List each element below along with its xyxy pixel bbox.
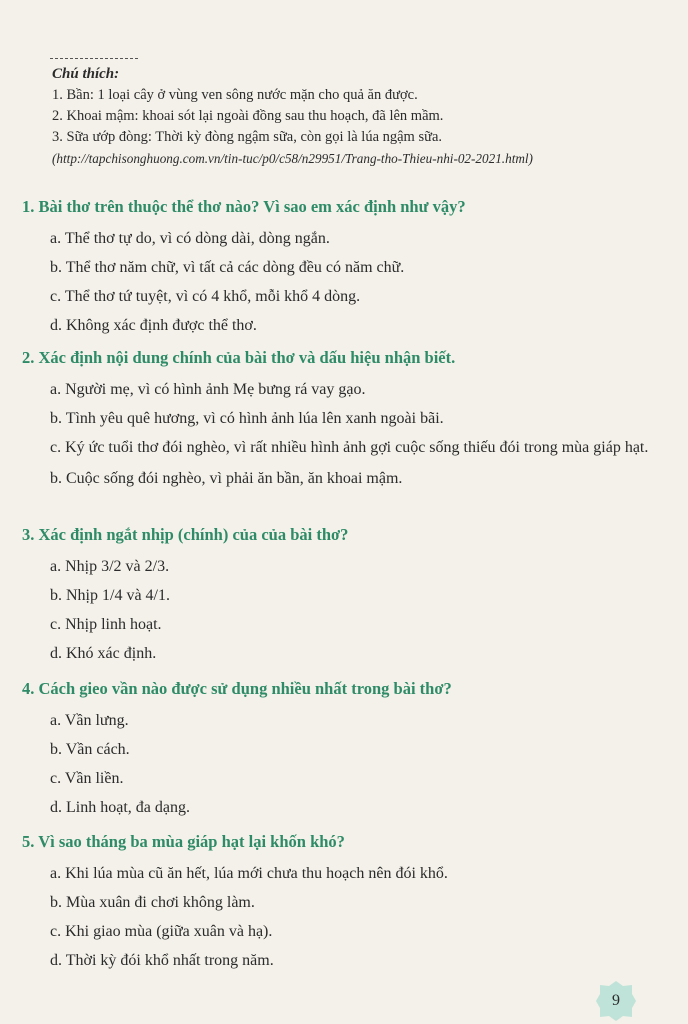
question-heading: 1. Bài thơ trên thuộc thể thơ nào? Vì sao em xác định như vậy? (22, 197, 466, 216)
option: c. Thể thơ tứ tuyệt, vì có 4 khổ, mỗi khổ 4 dòng. (50, 288, 361, 305)
option: a. Nhịp 3/2 và 2/3. (50, 558, 170, 575)
note-item: 2. Khoai mậm: khoai sót lại ngoài đồng sau thu hoạch, đã lên mầm. (52, 108, 444, 124)
option: c. Nhịp linh hoạt. (50, 616, 162, 633)
option: a. Vần lưng. (50, 712, 129, 729)
question-4 (22, 678, 652, 822)
option: d. Không xác định được thể thơ. (50, 317, 257, 334)
option: b. Cuộc sống đói nghèo, vì phải ăn bần, ăn khoai mậm. (50, 470, 403, 487)
option: b. Tình yêu quê hương, vì có hình ảnh lúa lên xanh ngoài bãi. (50, 410, 444, 427)
option: b. Nhịp 1/4 và 4/1. (50, 587, 170, 604)
question-heading: 2. Xác định nội dung chính của bài thơ và dấu hiệu nhận biết. (22, 348, 456, 367)
note-item: 3. Sữa ướp đòng: Thời kỳ đòng ngậm sữa, còn gọi là lúa ngậm sữa. (52, 129, 443, 145)
question-heading: 3. Xác định ngắt nhịp (chính) của của bài thơ? (22, 525, 349, 544)
option: a. Khi lúa mùa cũ ăn hết, lúa mới chưa thu hoạch nên đói khổ. (50, 865, 448, 882)
option: a. Người mẹ, vì có hình ảnh Mẹ bưng rá vay gạo. (50, 381, 366, 398)
option: c. Vần liền. (50, 770, 124, 787)
question-heading: 4. Cách gieo vần nào được sử dụng nhiều nhất trong bài thơ? (22, 679, 452, 698)
notes-divider (50, 58, 138, 59)
notes-title: Chú thích: (52, 66, 120, 82)
question-1 (22, 196, 652, 340)
option: d. Thời kỳ đói khổ nhất trong năm. (50, 952, 274, 969)
option: a. Thể thơ tự do, vì có dòng dài, dòng ngắn. (50, 230, 330, 247)
question-5 (22, 831, 652, 975)
question-2 (22, 347, 652, 493)
option: d. Khó xác định. (50, 645, 157, 662)
question-heading: 5. Vì sao tháng ba mùa giáp hạt lại khốn khó? (22, 832, 345, 851)
notes-source: (http://tapchisonghuong.com.vn/tin-tuc/p0/c58/n29951/Trang-tho-Thieu-nhi-02-2021.html) (52, 151, 533, 166)
page-number-badge (595, 980, 637, 1022)
page-number: 9 (612, 992, 620, 1009)
note-item: 1. Bần: 1 loại cây ở vùng ven sông nước mặn cho quả ăn được. (52, 87, 418, 103)
question-3 (22, 524, 652, 668)
option: c. Ký ức tuổi thơ đói nghèo, vì rất nhiều hình ảnh gợi cuộc sống thiếu đói trong mùa giáp hạt. (50, 439, 649, 456)
notes-section (52, 64, 652, 169)
option: b. Vần cách. (50, 741, 130, 758)
option: b. Mùa xuân đi chơi không làm. (50, 894, 255, 911)
option: c. Khi giao mùa (giữa xuân và hạ). (50, 923, 273, 940)
option: d. Linh hoạt, đa dạng. (50, 799, 190, 816)
option: b. Thể thơ năm chữ, vì tất cả các dòng đều có năm chữ. (50, 259, 405, 276)
